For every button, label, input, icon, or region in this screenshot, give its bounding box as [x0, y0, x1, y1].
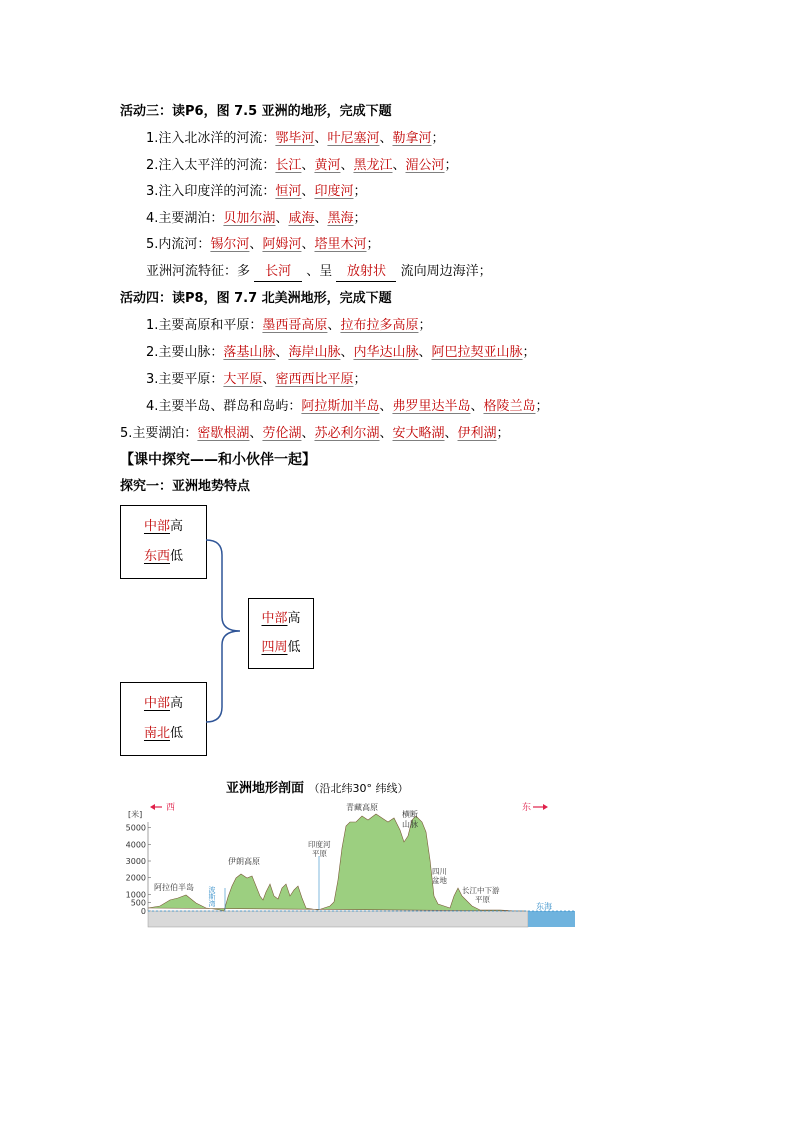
feature-text-2: 、呈 [306, 264, 333, 279]
activity3-answer: 锡尔河 [210, 237, 250, 253]
terrain-profile [148, 814, 526, 911]
activity3-answer: 叶尼塞河 [327, 131, 380, 146]
activity4-item: 1.主要高原和平原：墨西哥高原、拉布拉多高原； [146, 318, 432, 333]
activity4-answer: 劳伦湖 [262, 426, 302, 441]
y-tick-label: 2000 [125, 873, 146, 883]
activity3-answer: 贝加尔湖 [223, 210, 276, 226]
activity4-item-prefix: 1.主要高原和平原： [146, 318, 263, 333]
feature-text-3: 流向周边海洋； [400, 264, 492, 279]
activity4-answer: 海岸山脉 [288, 345, 341, 360]
y-tick-label: 3000 [125, 857, 146, 866]
y-tick-label: 1000 [125, 890, 146, 900]
activity4-item: 3.主要平原：大平原、密西西比平原； [146, 372, 367, 387]
activity4-answer: 阿巴拉契亚山脉 [431, 345, 523, 360]
feature-blank-2: 放射状 [336, 263, 396, 282]
west-arrow [150, 802, 175, 813]
activity3-answer: 黑龙江 [353, 157, 393, 173]
activity4-answer: 苏必利尔湖 [314, 426, 380, 441]
box-result-row-1: 中部高 [261, 611, 301, 626]
activity4-item-prefix: 4.主要半岛、群岛和岛屿： [146, 399, 302, 414]
label-iran: 伊朗高原 [228, 857, 260, 866]
activity4-title: 活动四：读P8，图 7.7 北美洲地形，完成下题 [120, 291, 392, 306]
activity3-item-prefix: 2.注入太平洋的河流： [146, 157, 276, 173]
activity3-item: 5.内流河：锡尔河、阿姆河、塔里木河； [146, 237, 380, 253]
y-tick-label: 4000 [125, 840, 146, 850]
activity4-answer: 安大略湖 [392, 426, 445, 441]
section-title: 【课中探究——和小伙伴一起】 [120, 452, 316, 468]
box-result-row-2: 四周低 [261, 640, 301, 655]
activity3-answer: 印度河 [314, 184, 354, 200]
label-sichuan: 四川盆地 [432, 867, 447, 885]
east-sea [528, 911, 575, 927]
activity3-answer: 长江 [275, 157, 302, 173]
label-indus: 印度河平原 [308, 840, 331, 858]
activity4-answer: 内华达山脉 [353, 345, 419, 360]
activity3-item: 2.注入太平洋的河流：长江、黄河、黑龙江、湄公河； [146, 157, 458, 173]
activity3-answer: 黑海 [327, 210, 354, 226]
activity3-answer: 恒河 [275, 184, 302, 200]
activity3-item-prefix: 3.注入印度洋的河流： [146, 184, 276, 200]
activity3-answer: 塔里木河 [314, 237, 367, 253]
west-label: 西 [166, 803, 176, 813]
box-bottom-row-1: 中部高 [143, 696, 184, 711]
river-feature-line [146, 262, 492, 282]
activity4-item-prefix: 3.主要平原： [146, 372, 224, 387]
activity3-answer: 鄂毕河 [275, 131, 315, 146]
activity4-item-prefix: 5.主要湖泊： [120, 426, 198, 441]
label-yangtze: 长江中下游平原 [462, 886, 500, 904]
east-label: 东 [522, 803, 532, 813]
activity4-answer: 密歇根湖 [197, 426, 250, 441]
y-tick-label: 5000 [125, 823, 146, 833]
activity3-answer: 湄公河 [405, 157, 445, 173]
box-central-high-north-south-low [120, 682, 207, 756]
activity3-answer: 勒拿河 [392, 131, 432, 146]
label-hengduan: 横断山脉 [402, 810, 418, 829]
activity3-answer: 黄河 [314, 157, 341, 173]
label-gulf: 波斯湾 [208, 886, 216, 907]
activity3-item: 3.注入印度洋的河流：恒河、印度河； [146, 184, 367, 200]
activity4-answer: 墨西哥高原 [262, 318, 328, 333]
activity4-item: 2.主要山脉：落基山脉、海岸山脉、内华达山脉、阿巴拉契亚山脉； [146, 345, 536, 360]
box-top-row-2: 东西低 [143, 549, 184, 564]
label-eastsea: 东海 [536, 902, 552, 911]
activity3-answer: 阿姆河 [262, 237, 302, 253]
figure-title: 亚洲地形剖面 （沿北纬30° 纬线） [226, 781, 409, 796]
activity4-answer: 拉布拉多高原 [340, 318, 419, 333]
y-tick-label: 0 [140, 907, 146, 916]
activity4-item-prefix: 2.主要山脉： [146, 345, 224, 360]
activity3-item: 1.注入北冰洋的河流：鄂毕河、叶尼塞河、勒拿河； [146, 131, 445, 146]
activity3-item-prefix: 4.主要湖泊： [146, 210, 224, 226]
activity3-item-prefix: 1.注入北冰洋的河流： [146, 131, 276, 146]
box-central-high-east-west-low [120, 505, 207, 579]
label-tibet: 青藏高原 [346, 803, 378, 812]
label-arabia: 阿拉伯半岛 [154, 883, 194, 892]
curly-brace [200, 535, 260, 735]
activity3-item-prefix: 5.内流河： [146, 237, 211, 253]
y-axis [126, 824, 151, 916]
activity3-answer: 咸海 [288, 210, 315, 226]
feature-text-1: 亚洲河流特征：多 [146, 264, 251, 279]
box-top-row-1: 中部高 [143, 519, 184, 534]
activity4-answer: 密西西比平原 [275, 372, 354, 387]
unit-label: [米] [128, 810, 143, 819]
activity4-answer: 弗罗里达半岛 [392, 399, 471, 414]
activity4-item: 5.主要湖泊：密歇根湖、劳伦湖、苏必利尔湖、安大略湖、伊利湖； [120, 426, 510, 441]
activity3-item: 4.主要湖泊：贝加尔湖、咸海、黑海； [146, 210, 367, 226]
y-tick-label: 500 [130, 898, 146, 908]
explore1-title: 探究一：亚洲地势特点 [120, 479, 251, 494]
activity4-answer: 伊利湖 [457, 426, 497, 441]
east-arrow [522, 801, 548, 813]
activity4-answer: 格陵兰岛 [483, 399, 536, 414]
feature-blank-1: 长河 [254, 263, 302, 282]
activity4-answer: 落基山脉 [223, 345, 276, 360]
activity3-title: 活动三：读P6，图 7.5 亚洲的地形，完成下题 [120, 104, 392, 119]
box-bottom-row-2: 南北低 [143, 726, 184, 741]
activity4-item: 4.主要半岛、群岛和岛屿：阿拉斯加半岛、弗罗里达半岛、格陵兰岛； [146, 399, 549, 414]
activity4-answer: 阿拉斯加半岛 [301, 399, 380, 414]
asia-terrain-profile [120, 800, 580, 930]
activity4-answer: 大平原 [223, 372, 263, 387]
